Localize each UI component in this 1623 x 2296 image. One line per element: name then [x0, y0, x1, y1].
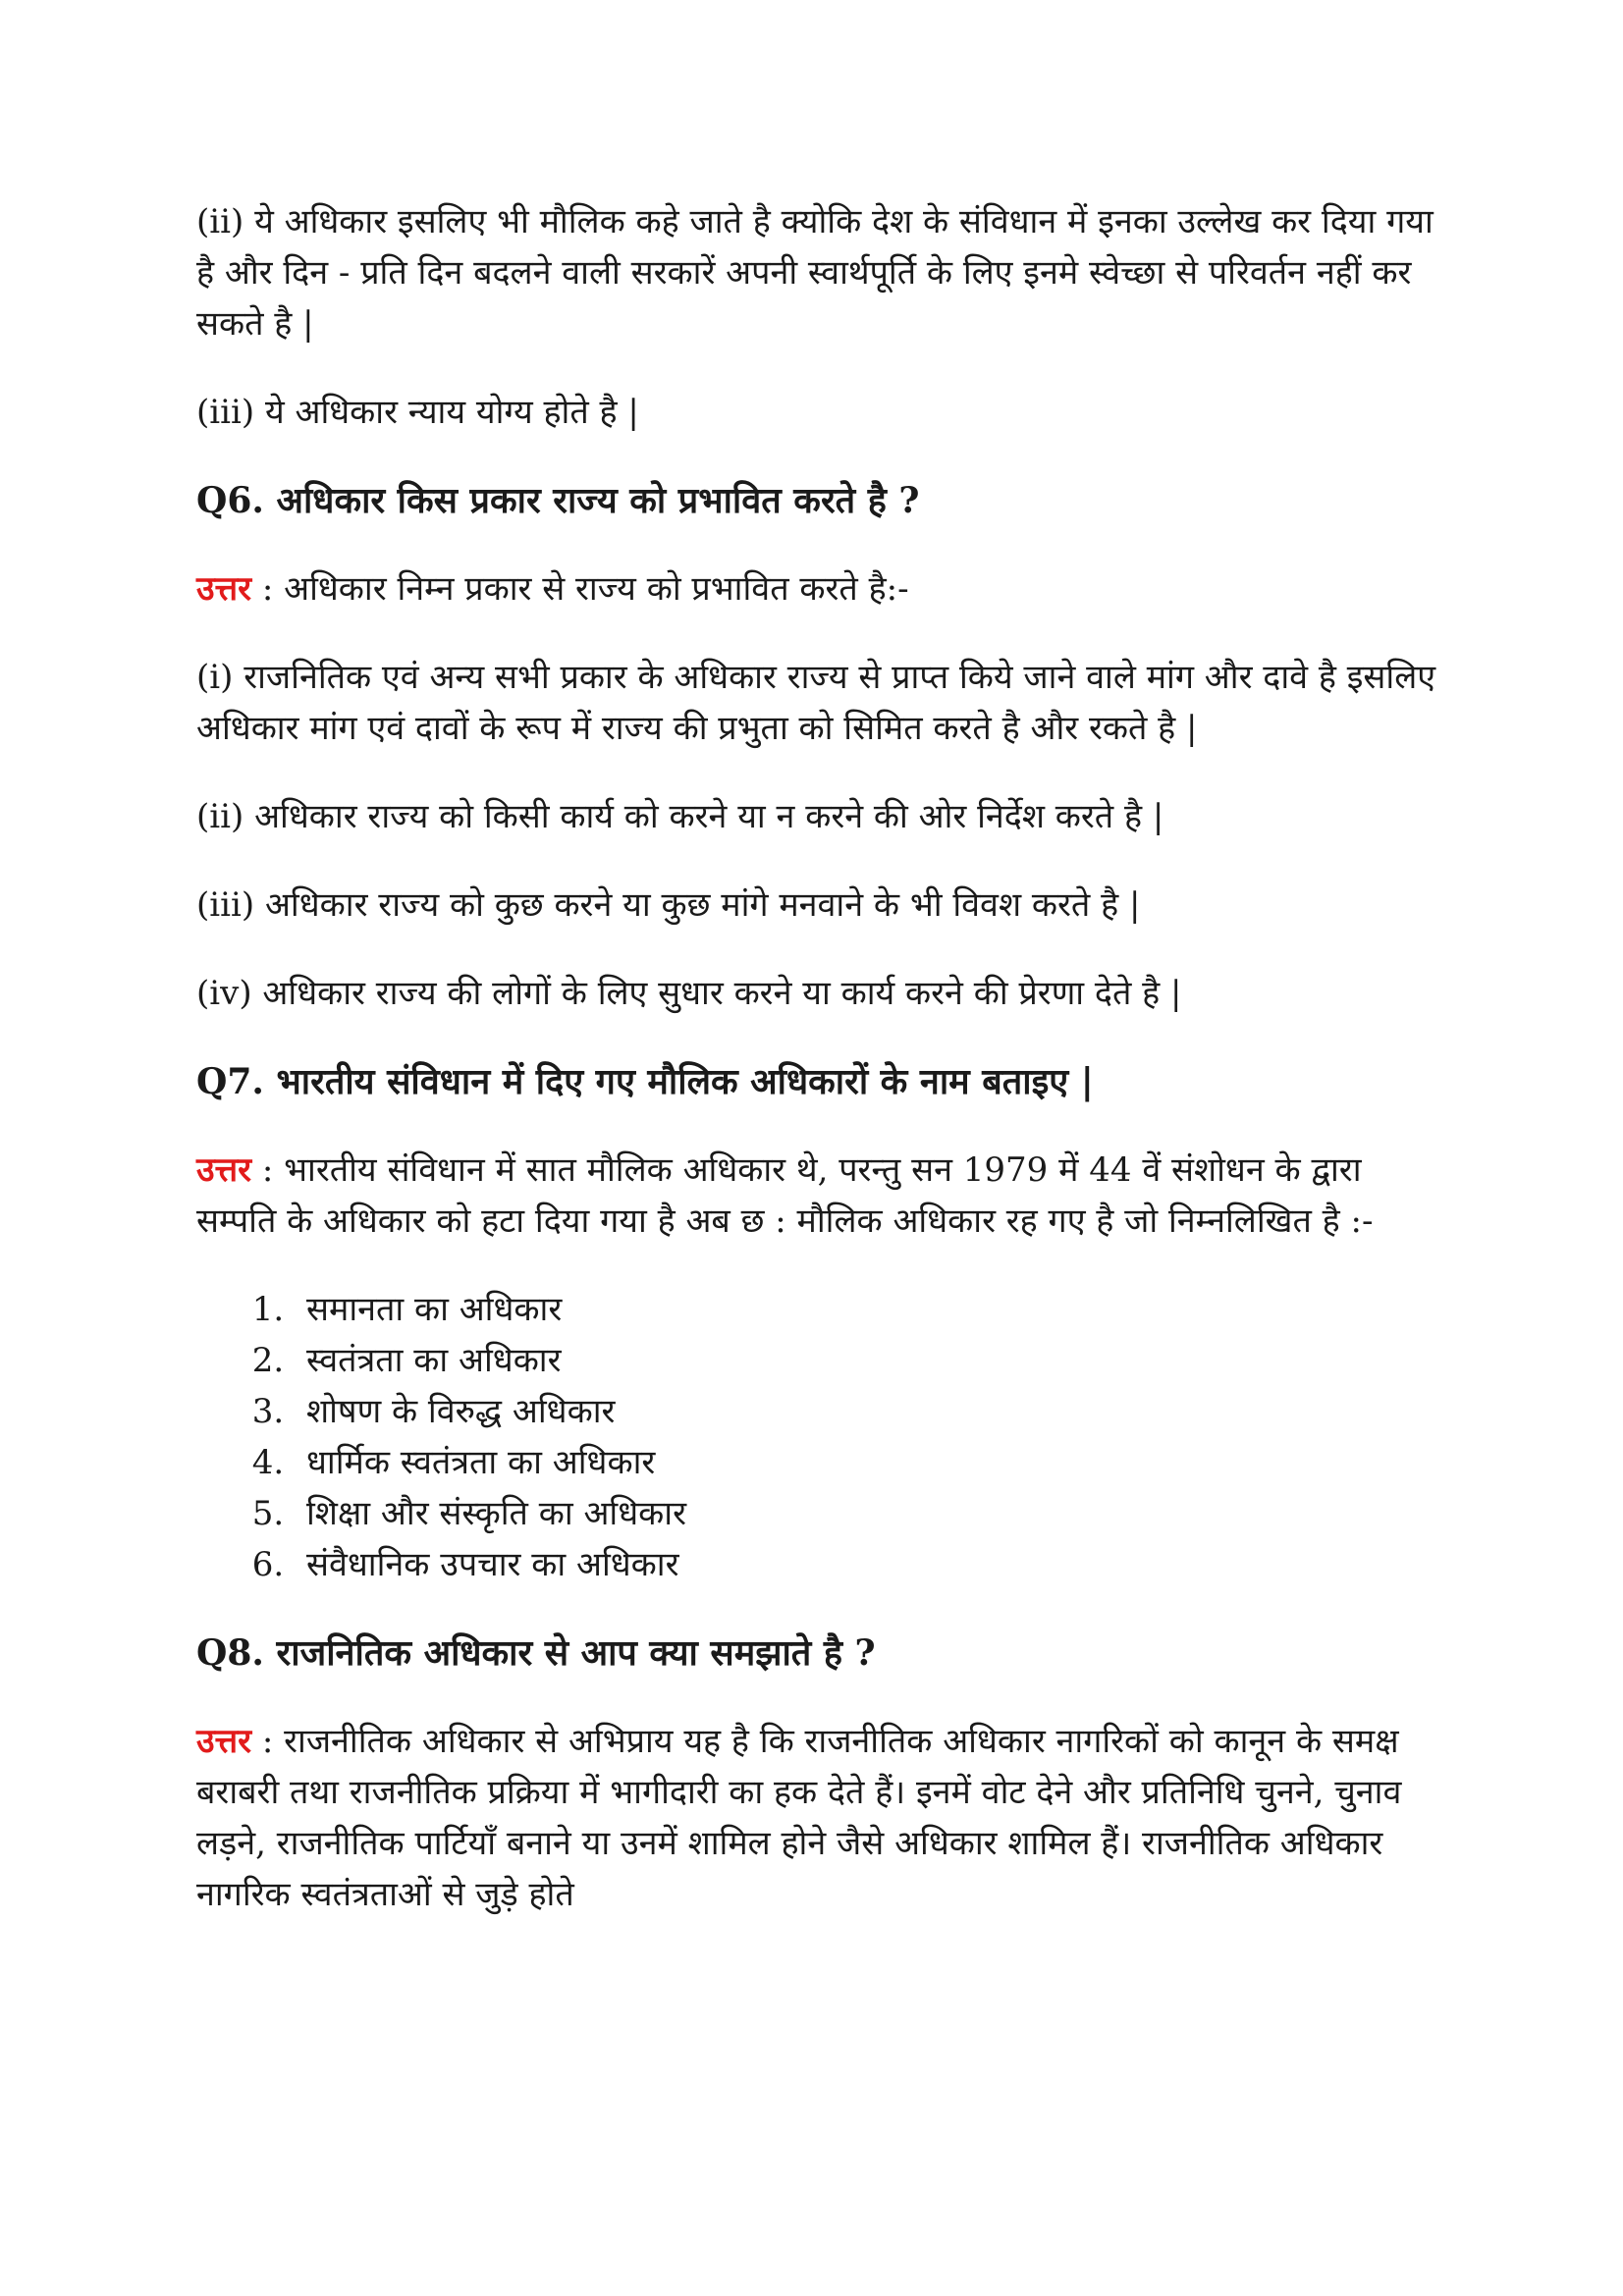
answer-6-point-3: (iii) अधिकार राज्य को कुछ करने या कुछ मांगे मनवाने के भी विवश करते है |	[196, 885, 1141, 925]
fundamental-rights-list	[196, 1284, 1443, 1590]
answer-text: : राजनीतिक अधिकार से अभिप्राय यह है कि राजनीतिक अधिकार नागरिकों को कानून के समक्ष बराबरी तथा राजनीतिक प्रक्रिया में भागीदारी का हक देते हैं। इनमें वोट देने और प्रतिनिधि चुनने, चुनाव लड़ने, राजनीतिक पार्टियाँ बनाने या उनमें शामिल होने जैसे अधिकार शामिल हैं। राजनीतिक अधिकार नागरिक स्वतंत्रताओं से जुड़े होते	[196, 1722, 1402, 1914]
question-8: Q8. राजनितिक अधिकार से आप क्या समझाते है ?	[196, 1632, 876, 1674]
paragraph-point-ii: (ii) ये अधिकार इसलिए भी मौलिक कहे जाते है क्योकि देश के संविधान में इनका उल्लेख कर दिया गया है और दिन - प्रति दिन बदलने वाली सरकारें अपनी स्वार्थपूर्ति के लिए इनमे स्वेच्छा से परिवर्तन नहीं कर सकते है |	[196, 202, 1434, 344]
list-item: 4. धार्मिक स्वतंत्रता का अधिकार	[295, 1437, 1443, 1488]
answer-8	[196, 1716, 1443, 1920]
answer-text: : अधिकार निम्न प्रकार से राज्य को प्रभावित करते है:-	[251, 569, 909, 609]
answer-label: उत्तर	[196, 1722, 252, 1761]
answer-6-intro	[196, 563, 1443, 614]
list-item: 3. शोषण के विरुद्ध अधिकार	[295, 1386, 1443, 1437]
answer-label: उत्तर	[196, 569, 252, 609]
answer-6-point-1: (i) राजनितिक एवं अन्य सभी प्रकार के अधिकार राज्य से प्राप्त किये जाने वाले मांग और दावे है इसलिए अधिकार मांग एवं दावों के रूप में राज्य की प्रभुता को सिमित करते है और रकते है |	[196, 658, 1436, 748]
question-6: Q6. अधिकार किस प्रकार राज्य को प्रभावित करते है ?	[196, 480, 920, 521]
list-item: 5. शिक्षा और संस्कृति का अधिकार	[295, 1488, 1443, 1539]
question-7: Q7. भारतीय संविधान में दिए गए मौलिक अधिकारों के नाम बताइए |	[196, 1061, 1094, 1102]
list-item: 1. समानता का अधिकार	[295, 1284, 1443, 1335]
answer-6-point-4: (iv) अधिकार राज्य की लोगों के लिए सुधार करने या कार्य करने की प्रेरणा देते है |	[196, 974, 1182, 1013]
answer-7	[196, 1145, 1443, 1247]
list-item: 2. स्वतंत्रता का अधिकार	[295, 1335, 1443, 1386]
document-page	[196, 196, 1443, 1957]
answer-label: उत्तर	[196, 1150, 252, 1190]
answer-6-point-2: (ii) अधिकार राज्य को किसी कार्य को करने या न करने की ओर निर्देश करते है |	[196, 797, 1164, 836]
answer-text: : भारतीय संविधान में सात मौलिक अधिकार थे, परन्तु सन 1979 में 44 वें संशोधन के द्वारा सम्पति के अधिकार को हटा दिया गया है अब छ : मौलिक अधिकार रह गए है जो निम्नलिखित है :-	[196, 1150, 1374, 1241]
list-item: 6. संवैधानिक उपचार का अधिकार	[295, 1539, 1443, 1590]
paragraph-point-iii: (iii) ये अधिकार न्याय योग्य होते है |	[196, 393, 639, 432]
